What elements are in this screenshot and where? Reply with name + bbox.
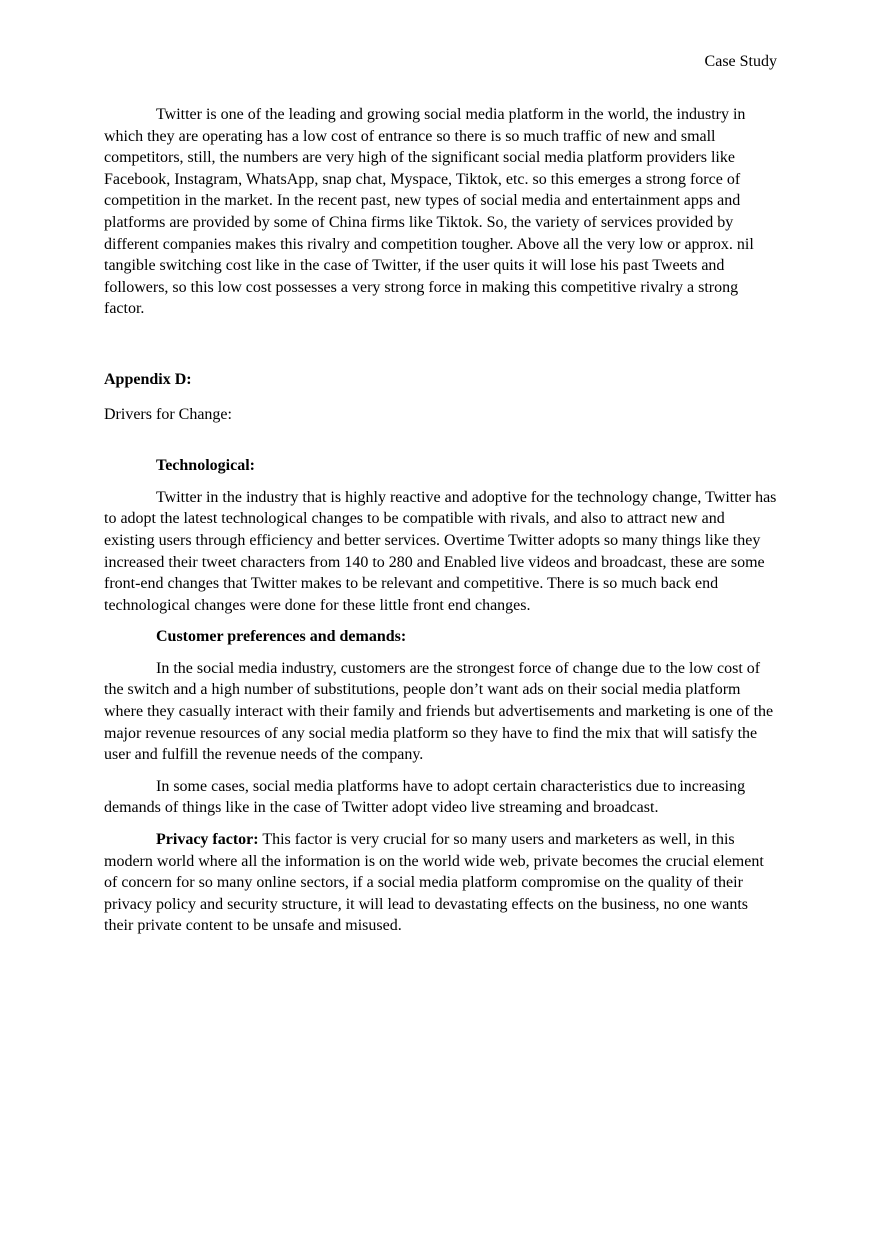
appendix-title: Appendix D: — [104, 370, 192, 388]
privacy-heading: Privacy factor: — [156, 831, 259, 849]
intro-paragraph: Twitter is one of the leading and growing social media platform in the world, the industry in which they are operating has a low cost of entrance so there is so much traffic of new and small competitors, still, the numbers are very high of the significant social media platform providers like Facebook, Instagram, WhatsApp, snap chat, Myspace, Tiktok, etc. so this emerges a strong force of competition in the market. In the recent past, new types of social media and entertainment apps and platforms are provided by some of China firms like Tiktok. So, the variety of services provided by different companies makes this rivalry and competition tougher. Above all the very low or approx. nil tangible switching cost like in the case of Twitter, if the user quits it will lose his past Tweets and followers, so this low cost possesses a very strong force in making this competitive rivalry a strong factor. — [104, 106, 754, 318]
customer-heading: Customer preferences and demands: — [156, 628, 407, 646]
customer-paragraph-2: In some cases, social media platforms have to adopt certain characteristics due to increasing demands of things like in the case of Twitter adopt video live streaming and broadcast. — [104, 777, 746, 817]
technological-heading: Technological: — [156, 457, 255, 475]
running-header: Case Study — [704, 53, 777, 70]
drivers-subtitle: Drivers for Change: — [104, 405, 232, 423]
technological-paragraph: Twitter in the industry that is highly reactive and adoptive for the technology change, Twitter has to adopt the latest technological changes to be compatible with rivals, and also to attract new and existing users through efficiency and better services. Overtime Twitter adopts so many things like they increased their tweet characters from 140 to 280 and Enabled live videos and broadcast, these are some front-end changes that Twitter makes to be relevant and competitive. There is so much back end technological changes were done for these little front end changes. — [104, 488, 777, 614]
document-body — [104, 104, 777, 947]
customer-paragraph-1: In the social media industry, customers are the strongest force of change due to the low cost of the switch and a high number of substitutions, people don’t want ads on their social media platform where they casually interact with their family and friends but advertisements and marketing is one of the major revenue resources of any social media platform so they have to find the mix that will satisfy the user and fulfill the revenue needs of the company. — [104, 659, 774, 764]
privacy-text: This factor is very crucial for so many users and marketers as well, in this modern world where all the information is on the world wide web, private becomes the crucial element of concern for so many online sectors, if a social media platform compromise on the quality of their privacy policy and security structure, it will lead to devastating effects on the business, no one wants their private content to be unsafe and misused. — [104, 831, 764, 935]
privacy-paragraph — [104, 829, 777, 937]
